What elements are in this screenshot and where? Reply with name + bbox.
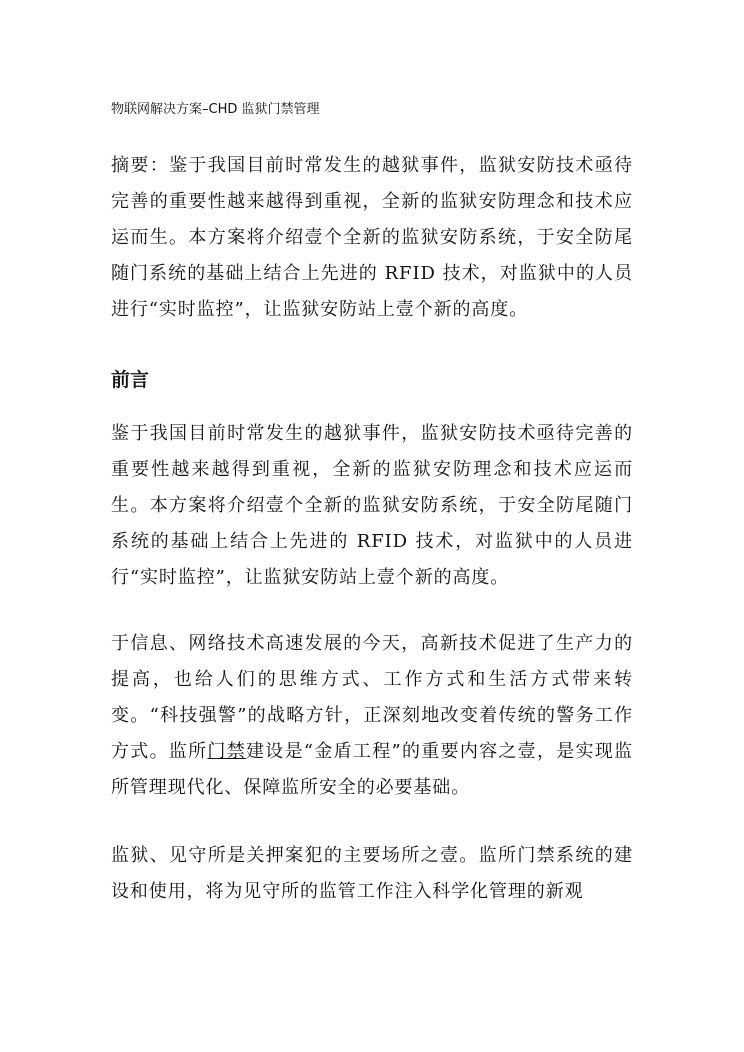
abstract-label: 摘要： bbox=[111, 155, 170, 176]
running-header: 物联网解决方案–CHD 监狱门禁管理 bbox=[111, 102, 320, 117]
paragraph-2-text-part-2: 建设是“金盾工程”的重要内容之壹，是实现监所管理现代化、保障监所安全的必要基础。 bbox=[111, 741, 633, 798]
abstract-block bbox=[111, 148, 633, 328]
abstract-text: 鉴于我国目前时常发生的越狱事件，监狱安防技术亟待完善的重要性越来越得到重视，全新的监狱安防理念和技术应运而生。本方案将介绍壹个全新的监狱安防系统，于安全防尾随门系统的基础上结合上先进的 RFID 技术，对监狱中的人员进行“实时监控”，让监狱安防站上壹个新的高度。 bbox=[111, 155, 633, 320]
section-heading-preface: 前言 bbox=[111, 369, 150, 391]
preface-paragraph-2-block bbox=[111, 626, 633, 806]
preface-paragraph-2 bbox=[111, 626, 633, 806]
preface-paragraph-3-block bbox=[111, 838, 633, 910]
preface-paragraph-1: 鉴于我国目前时常发生的越狱事件，监狱安防技术亟待完善的重要性越来越得到重视，全新的监狱安防理念和技术应运而生。本方案将介绍壹个全新的监狱安防系统，于安全防尾随门系统的基础上结合上先进的 RFID 技术，对监狱中的人员进行“实时监控”，让监狱安防站上壹个新的高度。 bbox=[111, 423, 633, 588]
preface-paragraph-1-block bbox=[111, 416, 633, 596]
preface-paragraph-3: 监狱、见守所是关押案犯的主要场所之壹。监所门禁系统的建设和使用，将为见守所的监管工作注入科学化管理的新观 bbox=[111, 845, 633, 902]
paragraph-2-text-part-1: 于信息、网络技术高速发展的今天，高新技术促进了生产力的提高，也给人们的思维方式、工作方式和生活方式带来转变。“科技强警”的战略方针，正深刻地改变着传统的警务工作方式。监所 bbox=[111, 633, 633, 762]
abstract-paragraph bbox=[111, 148, 633, 328]
access-control-underlined-term: 门禁 bbox=[207, 741, 246, 762]
